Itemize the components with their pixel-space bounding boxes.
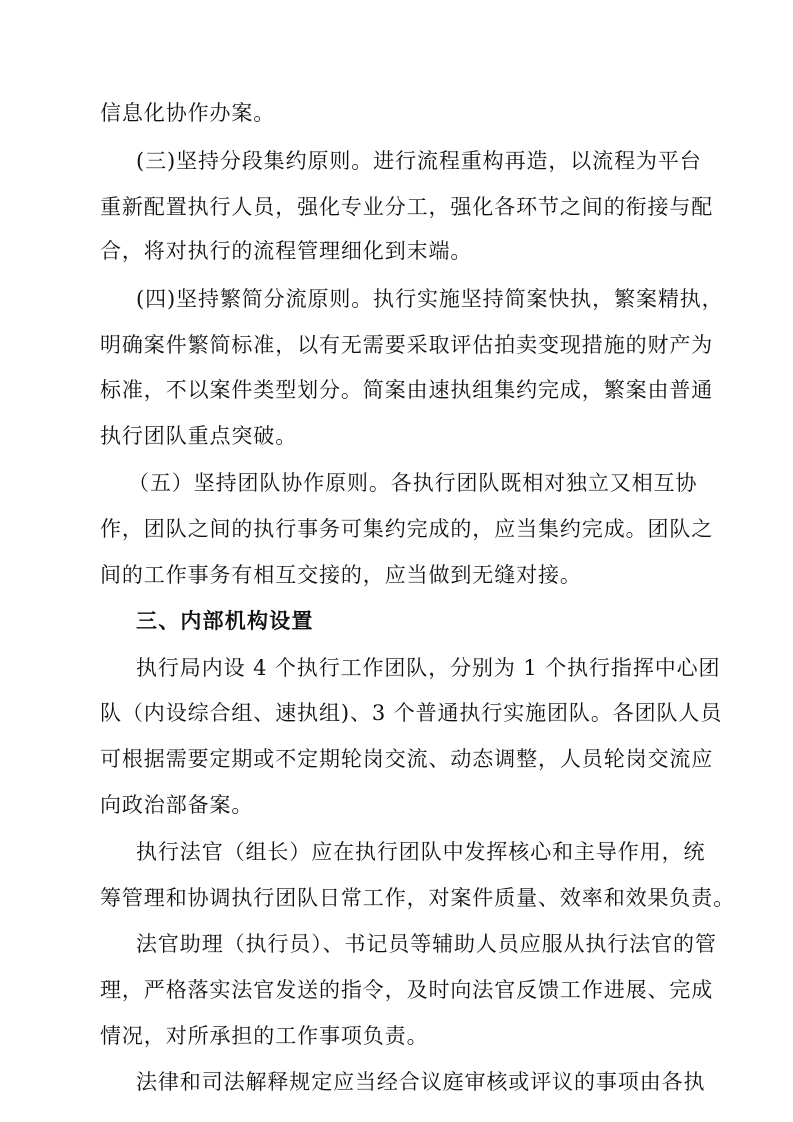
text-line: 信息化协作办案。 <box>100 101 276 125</box>
text-line: 向政治部备案。 <box>100 793 254 817</box>
section-heading: 三、内部机构设置 <box>136 609 314 633</box>
text-line: 理，严格落实法官发送的指令，及时向法官反馈工作进展、完成 <box>100 978 714 1002</box>
text-line: (四)坚持繁简分流原则。执行实施坚持简案快执，繁案精执， <box>136 287 724 311</box>
text-line: （五）坚持团队协作原则。各执行团队既相对独立又相互协 <box>128 471 698 495</box>
text-line: 可根据需要定期或不定期轮岗交流、动态调整，人员轮岗交流应 <box>100 747 714 771</box>
text-line: 筹管理和协调执行团队日常工作，对案件质量、效率和效果负责。 <box>100 886 736 910</box>
text-line: 法官助理（执行员）、书记员等辅助人员应服从执行法官的管 <box>136 932 717 956</box>
text-line: 间的工作事务有相互交接的，应当做到无缝对接。 <box>100 563 582 587</box>
text-line: 合，将对执行的流程管理细化到末端。 <box>100 239 473 263</box>
text-line: 执行法官（组长）应在执行团队中发挥核心和主导作用，统 <box>136 840 706 864</box>
text-line: 队（内设综合组、速执组)、3 个普通执行实施团队。各团队人员 <box>100 701 723 725</box>
text-line: 作，团队之间的执行事务可集约完成的，应当集约完成。团队之 <box>100 517 714 541</box>
text-line: 执行局内设 4 个执行工作团队，分别为 1 个执行指挥中心团 <box>136 656 721 680</box>
text-line: 情况，对所承担的工作事项负责。 <box>100 1024 429 1048</box>
text-line: (三)坚持分段集约原则。进行流程重构再造，以流程为平台 <box>136 149 702 173</box>
text-line: 明确案件繁简标准，以有无需要采取评估拍卖变现措施的财产为 <box>100 333 714 357</box>
text-line: 重新配置执行人员，强化专业分工，强化各环节之间的衔接与配 <box>100 195 714 219</box>
text-line: 法律和司法解释规定应当经合议庭审核或评议的事项由各执 <box>136 1070 706 1094</box>
text-line: 标准，不以案件类型划分。简案由速执组集约完成，繁案由普通 <box>100 378 714 402</box>
text-line: 执行团队重点突破。 <box>100 424 298 448</box>
